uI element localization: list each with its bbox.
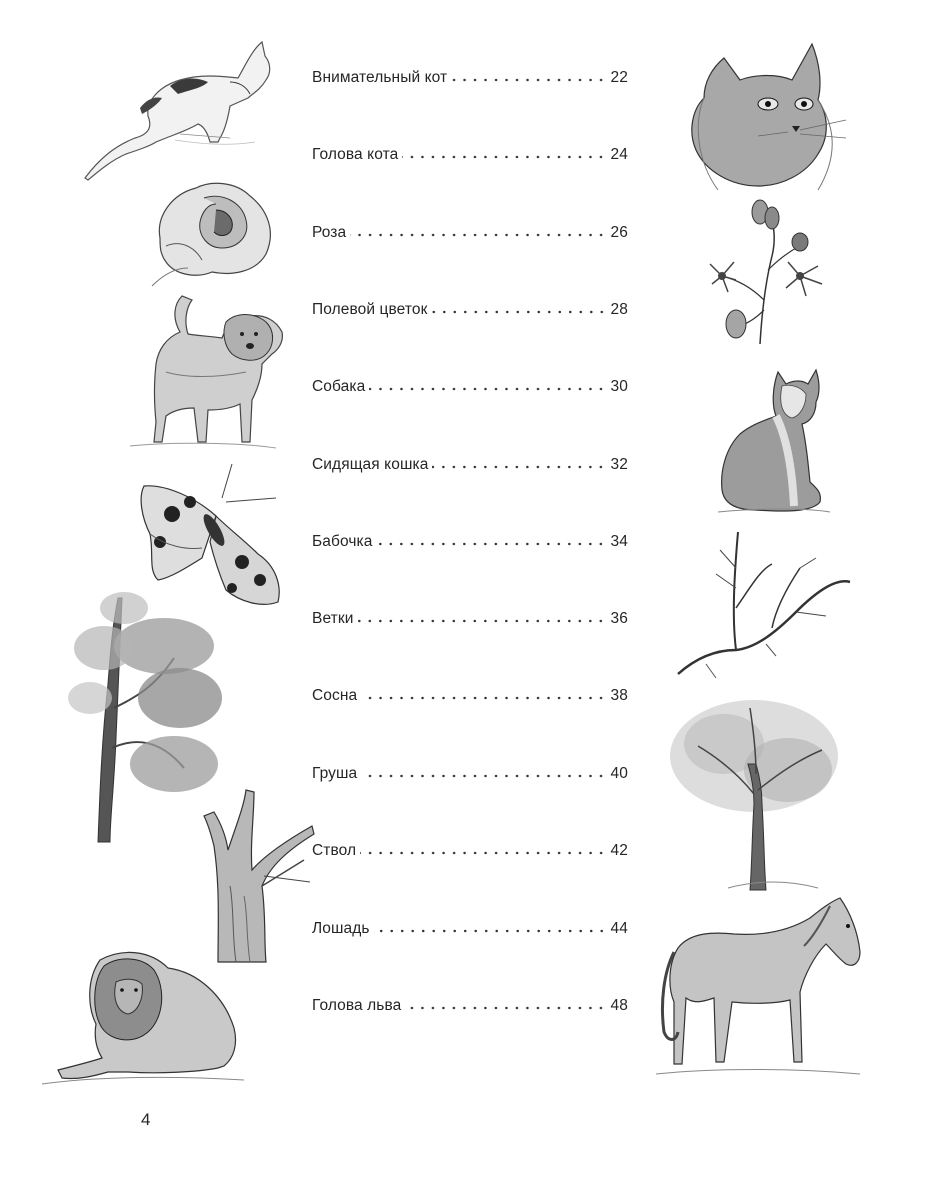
toc-entry-title: Собака bbox=[312, 378, 366, 395]
toc-entry-title: Ствол bbox=[312, 842, 357, 859]
toc-leader-dots bbox=[405, 1006, 606, 1010]
toc-entry-title: Роза bbox=[312, 224, 347, 241]
toc-leader-dots bbox=[432, 465, 606, 469]
toc-leader-dots bbox=[350, 233, 606, 237]
lion-sketch bbox=[38, 948, 248, 1086]
toc-entry-title: Внимательный кот bbox=[312, 69, 448, 86]
toc-entry-page: 42 bbox=[610, 842, 628, 859]
horse-sketch bbox=[654, 892, 864, 1078]
toc-entry[interactable] bbox=[312, 765, 628, 787]
toc-entry-page: 44 bbox=[610, 920, 628, 937]
toc-entry-title: Голова льва bbox=[312, 997, 402, 1014]
toc-entry[interactable] bbox=[312, 456, 628, 478]
toc-entry-page: 32 bbox=[610, 456, 628, 473]
toc-entry-page: 34 bbox=[610, 533, 628, 550]
wildflower-sketch bbox=[708, 200, 824, 346]
toc-entry-page: 24 bbox=[610, 146, 628, 163]
toc-entry-page: 26 bbox=[610, 224, 628, 241]
toc-entry[interactable] bbox=[312, 997, 628, 1019]
attentive-cat-sketch bbox=[80, 38, 275, 183]
toc-entry[interactable] bbox=[312, 533, 628, 555]
toc-entry-page: 22 bbox=[610, 69, 628, 86]
toc-leader-dots bbox=[432, 310, 607, 314]
toc-entry[interactable] bbox=[312, 146, 628, 168]
toc-entry[interactable] bbox=[312, 301, 628, 323]
butterfly-sketch bbox=[136, 462, 278, 607]
pear-tree-sketch bbox=[668, 694, 846, 892]
toc-leader-dots bbox=[361, 696, 606, 700]
sitting-cat-sketch bbox=[716, 366, 832, 516]
branches-sketch bbox=[676, 528, 852, 678]
toc-entry[interactable] bbox=[312, 378, 628, 400]
toc-leader-dots bbox=[361, 774, 606, 778]
toc-entry-title: Полевой цветок bbox=[312, 301, 428, 318]
toc-entry[interactable] bbox=[312, 687, 628, 709]
toc-entry[interactable] bbox=[312, 610, 628, 632]
toc-entry-page: 40 bbox=[610, 765, 628, 782]
toc-entry-page: 30 bbox=[610, 378, 628, 395]
toc-entry-title: Сидящая кошка bbox=[312, 456, 429, 473]
toc-entry[interactable] bbox=[312, 920, 628, 942]
toc-leader-dots bbox=[369, 387, 606, 391]
toc-entry-page: 36 bbox=[610, 610, 628, 627]
toc-leader-dots bbox=[374, 929, 607, 933]
toc-entry-title: Голова кота bbox=[312, 146, 399, 163]
toc-entry-title: Груша bbox=[312, 765, 358, 782]
pine-tree-sketch bbox=[64, 588, 222, 844]
tree-trunk-sketch bbox=[204, 786, 316, 964]
toc-entry-page: 48 bbox=[610, 997, 628, 1014]
toc-leader-dots bbox=[357, 619, 606, 623]
toc-entry-title: Сосна bbox=[312, 687, 358, 704]
toc-entry-title: Бабочка bbox=[312, 533, 373, 550]
toc-leader-dots bbox=[360, 851, 606, 855]
toc-entry[interactable] bbox=[312, 842, 628, 864]
page-number: 4 bbox=[141, 1110, 151, 1129]
toc-entry-page: 38 bbox=[610, 687, 628, 704]
toc-entry-title: Лошадь bbox=[312, 920, 370, 937]
toc-leader-dots bbox=[402, 155, 606, 159]
toc-entry-page: 28 bbox=[610, 301, 628, 318]
dog-sketch bbox=[126, 292, 288, 452]
toc-entry[interactable] bbox=[312, 69, 628, 91]
toc-leader-dots bbox=[376, 542, 606, 546]
toc-leader-dots bbox=[451, 78, 606, 82]
toc-entry-title: Ветки bbox=[312, 610, 354, 627]
rose-sketch bbox=[146, 176, 278, 291]
toc-entry[interactable] bbox=[312, 224, 628, 246]
cat-head-sketch bbox=[688, 40, 848, 196]
